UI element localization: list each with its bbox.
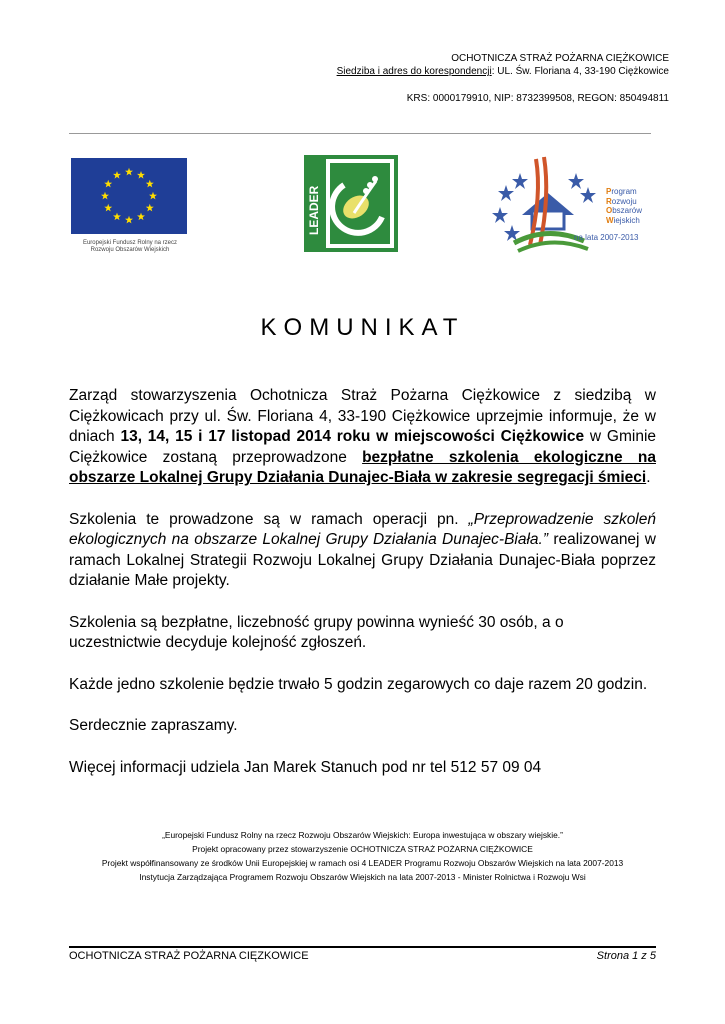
announcement-body [69,386,656,799]
eu-logo [71,158,189,254]
prow-word-4: iejskich [613,215,640,225]
p2-text-c: realizowanej w ramach Lokalnej Strategii Rozwoju Lokalnej Grupy Działania Dunajec-Biała poprzez działanie Małe projekty. [69,531,657,589]
page-title: KOMUNIKAT [260,314,465,341]
paragraph-1 [69,386,656,489]
leader-text: LEADER [307,185,321,235]
p1-highlight: bezpłatne szkolenia ekologiczne na obszarze Lokalnej Grupy Działania Dunajec-Biała w zakresie segregacji śmieci [69,448,656,486]
page-number: Strona 1 z 5 [596,950,656,962]
address-value: : UL. Św. Floriana 4, 33-190 Ciężkowice [491,66,669,77]
funding-line-1: „Europejski Fundusz Rolny na rzecz Rozwoju Obszarów Wiejskich: Europa inwestująca w obszary wiejskie.” [162,830,563,840]
address-line [337,65,669,78]
prow-word-3: bszarów [612,206,643,215]
paragraph-4: Każde jedno szkolenie będzie trwało 5 godzin zegarowych co daje razem 20 godzin. [69,675,648,693]
prow-letter-o: O [606,206,613,215]
footer-org: OCHOTNICZA STRAŻ POŻARNA CIĘZKOWICE [69,950,309,962]
prow-letter-w: W [606,215,614,225]
prow-word-1: rogram [611,187,637,196]
org-name: OCHOTNICZA STRAŻ POŻARNA CIĘŻKOWICE [451,53,669,64]
funding-notice [0,828,725,884]
p1-text-c: w Gminie Ciężkowice zostaną przeprowadzone [69,428,657,466]
prow-name [606,187,642,225]
eu-caption-line-2: Rozwoju Obszarów Wiejskich [90,247,170,253]
header-divider [69,133,651,134]
letterhead [337,52,669,105]
eu-flag-icon [71,158,187,234]
footer-divider [69,946,656,948]
prow-word-2: ozwoju [611,196,637,206]
funding-line-4: Instytucja Zarządzająca Programem Rozwoju Obszarów Wiejskich na lata 2007-2013 - Minister Rolnictwa i Rozwoju Wsi [139,872,586,882]
p1-text-a: Zarząd stowarzyszenia Ochotnicza Straż Pożarna Ciężkowice z siedzibą w Ciężkowicach przy ul. Św. Floriana 4, 33-190 Ciężkowice uprzejmie informuje, że w dniach [69,387,656,445]
prow-letter-p: P [606,187,612,196]
prow-years: na lata 2007-2013 [574,233,639,242]
prow-letter-r: R [606,196,612,206]
leader-logo [304,155,398,252]
p1-period: . [646,469,651,486]
leader-emblem-icon [304,155,398,252]
p1-dates: 13, 14, 15 i 17 listopad 2014 roku w miejscowości Ciężkowice [120,428,585,445]
p2-operation-name: „Przeprowadzenie szkoleń ekologicznych na obszarze Lokalnej Grupy Działania Dunajec-Biała.” [69,510,656,548]
registry-ids: KRS: 0000179910, NIP: 8732399508, REGON: 850494811 [406,93,669,104]
eu-caption [71,240,189,254]
funding-line-2: Projekt opracowany przez stowarzyszenie OCHOTNICZA STRAŻ POŻARNA CIĘŻKOWICE [192,844,533,854]
p2-text-a: Szkolenia te prowadzone są w ramach operacji pn. [69,510,469,528]
eu-caption-line-1: Europejski Fundusz Rolny na rzecz [82,240,178,246]
paragraph-3: Szkolenia są bezpłatne, liczebność grupy powinna wynieść 30 osób, a o uczestnictwie decyduje kolejność zgłoszeń. [69,613,564,651]
paragraph-2 [69,510,656,592]
paragraph-5: Serdecznie zapraszamy. [69,717,238,734]
paragraph-6: Więcej informacji udziela Jan Marek Stanuch pod nr tel 512 57 09 04 [69,758,542,776]
address-label: Siedziba i adres do korespondencji [336,66,492,77]
prow-logo [492,155,662,255]
funding-line-3: Projekt współfinansowany ze środków Unii Europejskiej w ramach osi 4 LEADER Programu Rozwoju Obszarów Wiejskich na lata 2007-2013 [101,858,624,868]
